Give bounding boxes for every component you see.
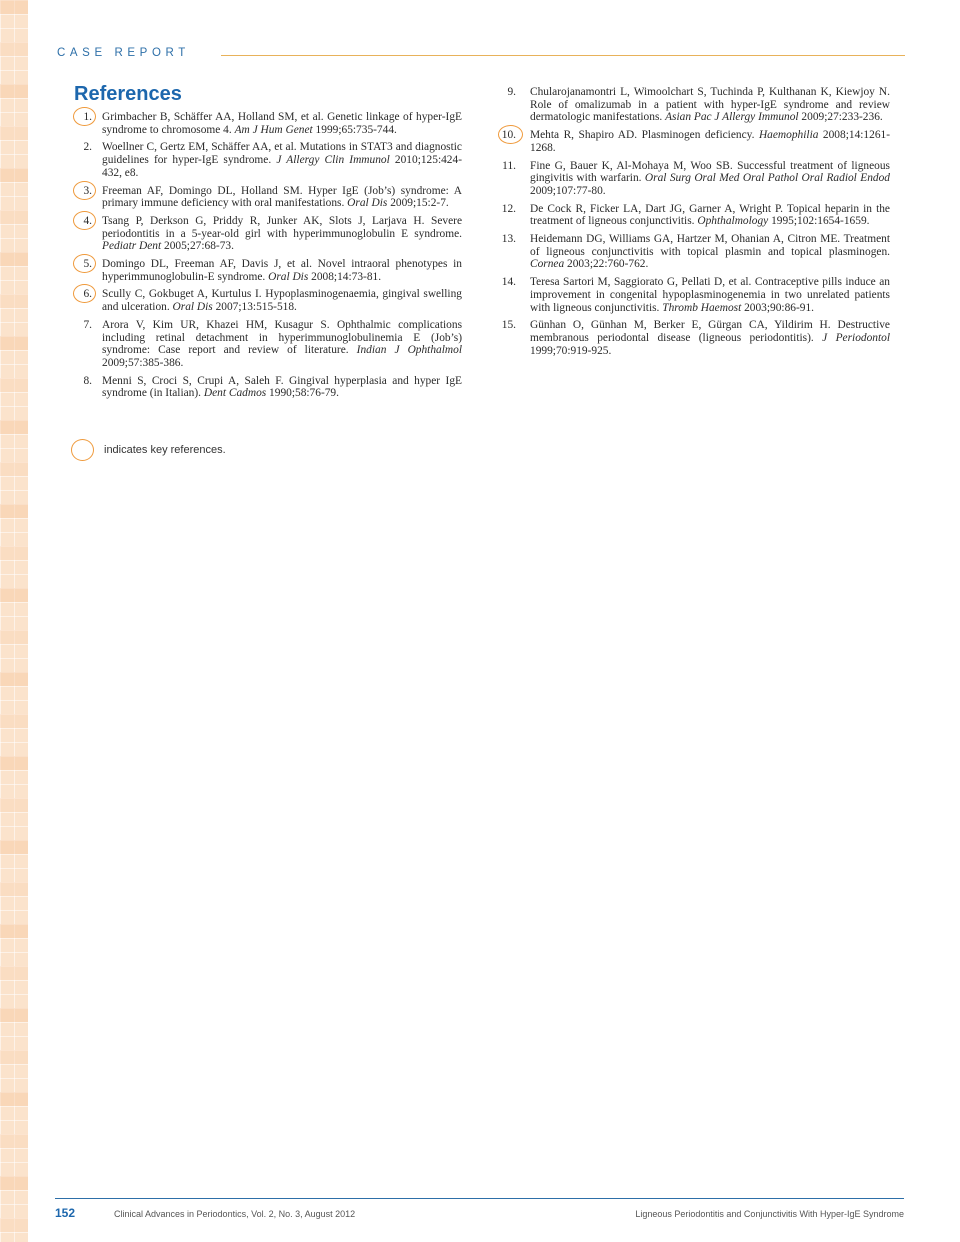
reference-citation <box>530 203 890 228</box>
reference-item <box>73 111 462 136</box>
citation-text: Mehta R, Shapiro AD. Plasminogen deficiency. <box>530 129 759 142</box>
reference-item <box>500 276 890 314</box>
citation-text: Teresa Sartori M, Saggiorato G, Pellati D, et al. Contraceptive pills induce an improvement in congenital hypoplasminogenemia in two unrelated patients with ligneous conjunctivitis. <box>530 276 890 314</box>
reference-item <box>500 129 890 154</box>
reference-item <box>73 141 462 179</box>
journal-title: Oral Dis <box>268 270 309 283</box>
citation-text: 2009;15:2-7. <box>387 197 449 210</box>
reference-number-text: 5. <box>83 258 92 271</box>
citation-text: 2010;125:424-432, e8. <box>102 154 462 179</box>
citation-text: 2009;27:233-236. <box>798 111 883 124</box>
reference-citation <box>530 160 890 197</box>
reference-number-text: 2. <box>83 141 92 154</box>
page-footer <box>55 1198 904 1228</box>
key-reference-number <box>500 129 520 142</box>
reference-item <box>500 233 890 271</box>
reference-citation <box>102 111 462 136</box>
reference-number <box>500 203 520 216</box>
reference-item <box>73 288 462 313</box>
reference-item <box>73 215 462 253</box>
citation-text: Woellner C, Gertz EM, Schäffer AA, et al. Mutations in STAT3 and diagnostic guidelines for hyper-IgE syndrome. <box>102 141 462 167</box>
journal-info: Clinical Advances in Periodontics, Vol. 2, No. 3, August 2012 <box>114 1209 356 1219</box>
citation-text: 1995;102:1654-1659. <box>768 215 870 228</box>
citation-text: 1999;70:919-925. <box>530 344 612 357</box>
citation-text: 2009;107:77-80. <box>530 184 606 197</box>
journal-title: J Periodontol <box>822 331 890 344</box>
reference-citation <box>530 319 890 356</box>
page-number: 152 <box>55 1206 76 1220</box>
journal-title: Indian J Ophthalmol <box>356 344 462 357</box>
reference-citation <box>530 129 890 154</box>
footer-rule <box>55 1198 904 1199</box>
citation-text: Scully C, Gokbuget A, Kurtulus I. Hypoplasminogenaemia, gingival swelling and ulceration. <box>102 288 462 314</box>
citation-text: Arora V, Kim UR, Khazei HM, Kusagur S. Ophthalmic complications including retinal detachment in hyperimmunoglobulinemia E (Job’s) syndrome: Case report and review of literature. <box>102 318 462 357</box>
journal-title: Ophthalmology <box>697 215 769 228</box>
journal-title: Dent Cadmos <box>203 387 267 400</box>
journal-title: Oral Dis <box>347 197 388 210</box>
reference-item <box>73 375 462 400</box>
citation-text: De Cock R, Ficker LA, Dart JG, Garner A, Wright P. Topical heparin in the treatment of ligneous conjunctivitis. <box>530 202 890 228</box>
key-reference-number <box>73 111 96 124</box>
reference-number <box>500 160 520 173</box>
key-reference-circle-icon <box>71 439 94 461</box>
citation-text: Fine G, Bauer K, Al-Mohaya M, Woo SB. Successful treatment of ligneous gingivitis with warfarin. <box>530 159 890 185</box>
reference-citation <box>102 319 462 369</box>
reference-citation <box>102 215 462 252</box>
reference-item <box>500 319 890 357</box>
citation-text: Freeman AF, Domingo DL, Holland SM. Hyper IgE (Job’s) syndrome: A primary immune deficiency with oral manifestations. <box>102 184 462 210</box>
reference-number <box>73 375 96 388</box>
reference-citation <box>102 258 462 283</box>
citation-text: 1990;58:76-79. <box>266 387 339 400</box>
reference-number <box>500 233 520 246</box>
reference-number <box>500 86 520 99</box>
citation-text: 2009;57:385-386. <box>102 356 184 369</box>
reference-number-text: 1. <box>83 111 92 123</box>
citation-text: Günhan O, Günhan M, Berker E, Gürgan CA, Yildirim H. Destructive membranous periodontal disease (ligneous periodontitis). <box>530 319 890 344</box>
reference-number <box>500 319 520 332</box>
key-reference-number <box>73 288 96 301</box>
reference-item <box>500 86 890 124</box>
reference-number-text: 15. <box>501 319 516 332</box>
running-title: Ligneous Periodontitis and Conjunctivitis With Hyper-IgE Syndrome <box>635 1209 904 1219</box>
citation-text: Heidemann DG, Williams GA, Hartzer M, Ohanian A, Citron ME. Treatment of ligneous conjunctivitis with topical plasmin and topical plasminogen. <box>530 233 890 258</box>
page-header <box>57 47 905 65</box>
reference-citation <box>530 276 890 313</box>
reference-number-text: 3. <box>83 184 92 197</box>
journal-title: Haemophilia <box>758 129 819 142</box>
citation-text: 1999;65:735-744. <box>312 123 397 136</box>
reference-number-text: 6. <box>83 288 92 301</box>
citation-text: 2008;14:1261-1268. <box>530 129 890 154</box>
citation-text: 2003;90:86-91. <box>741 301 815 314</box>
key-reference-number <box>73 185 96 198</box>
reference-number <box>73 141 96 154</box>
citation-text: 2007;13:515-518. <box>212 301 297 314</box>
reference-citation <box>102 375 462 400</box>
citation-text: Menni S, Croci S, Crupi A, Saleh F. Gingival hyperplasia and hyper IgE syndrome (in Italian). <box>102 374 462 400</box>
reference-number-text: 13. <box>501 233 516 246</box>
references-heading: References <box>74 83 182 105</box>
journal-title: Oral Surg Oral Med Oral Pathol Oral Radiol Endod <box>644 172 890 185</box>
reference-citation <box>530 233 890 270</box>
reference-item <box>73 258 462 283</box>
reference-number-text: 4. <box>83 214 92 227</box>
references-left-column <box>73 111 462 405</box>
reference-number-text: 8. <box>83 374 92 387</box>
reference-number-text: 14. <box>501 276 516 289</box>
reference-citation <box>530 86 890 123</box>
reference-item <box>73 319 462 370</box>
reference-number-text: 12. <box>501 202 516 215</box>
reference-item <box>500 160 890 198</box>
header-rule <box>221 55 905 56</box>
reference-number-text: 10. <box>501 129 516 142</box>
citation-text: 2003;22:760-762. <box>564 258 649 271</box>
reference-item <box>500 203 890 228</box>
citation-text: 2008;14:73-81. <box>308 270 382 283</box>
decorative-side-strip <box>0 0 28 1242</box>
citation-text: Tsang P, Derkson G, Priddy R, Junker AK, Slots J, Larjava H. Severe periodontitis in a 5-year-old girl with hyperimmunoglobulin E syndrome. <box>102 214 462 240</box>
reference-citation <box>102 141 462 178</box>
journal-title: Cornea <box>530 258 565 271</box>
reference-item <box>73 185 462 210</box>
citation-text: Grimbacher B, Schäffer AA, Holland SM, et al. Genetic linkage of hyper-IgE syndrome to chromosome 4. <box>102 111 462 136</box>
journal-title: Pediatr Dent <box>102 240 162 253</box>
section-label: CASE REPORT <box>57 47 190 59</box>
key-reference-number <box>73 258 96 271</box>
legend-text: indicates key references. <box>104 444 226 456</box>
key-reference-number <box>73 215 96 228</box>
journal-title: Oral Dis <box>172 301 213 314</box>
references-right-column <box>500 86 890 362</box>
reference-number <box>73 319 96 332</box>
reference-citation <box>102 288 462 313</box>
journal-title: J Allergy Clin Immunol <box>276 154 390 167</box>
reference-number <box>500 276 520 289</box>
reference-number-text: 11. <box>502 159 516 172</box>
citation-text: 2005;27:68-73. <box>161 240 234 253</box>
journal-title: Asian Pac J Allergy Immunol <box>665 111 799 124</box>
journal-title: Thromb Haemost <box>662 301 742 314</box>
citation-text: Domingo DL, Freeman AF, Davis J, et al. Novel intraoral phenotypes in hyperimmunoglobulin-E syndrome. <box>102 258 462 283</box>
reference-number-text: 9. <box>507 86 516 98</box>
citation-text: Chularojanamontri L, Wimoolchart S, Tuchinda P, Kulthanan K, Kiewjoy N. Role of omalizumab in a patient with hyper-IgE syndrome and review dermatologic manifestations. <box>530 86 890 124</box>
journal-title: Am J Hum Genet <box>234 123 313 136</box>
reference-number-text: 7. <box>83 318 92 331</box>
reference-citation <box>102 185 462 210</box>
